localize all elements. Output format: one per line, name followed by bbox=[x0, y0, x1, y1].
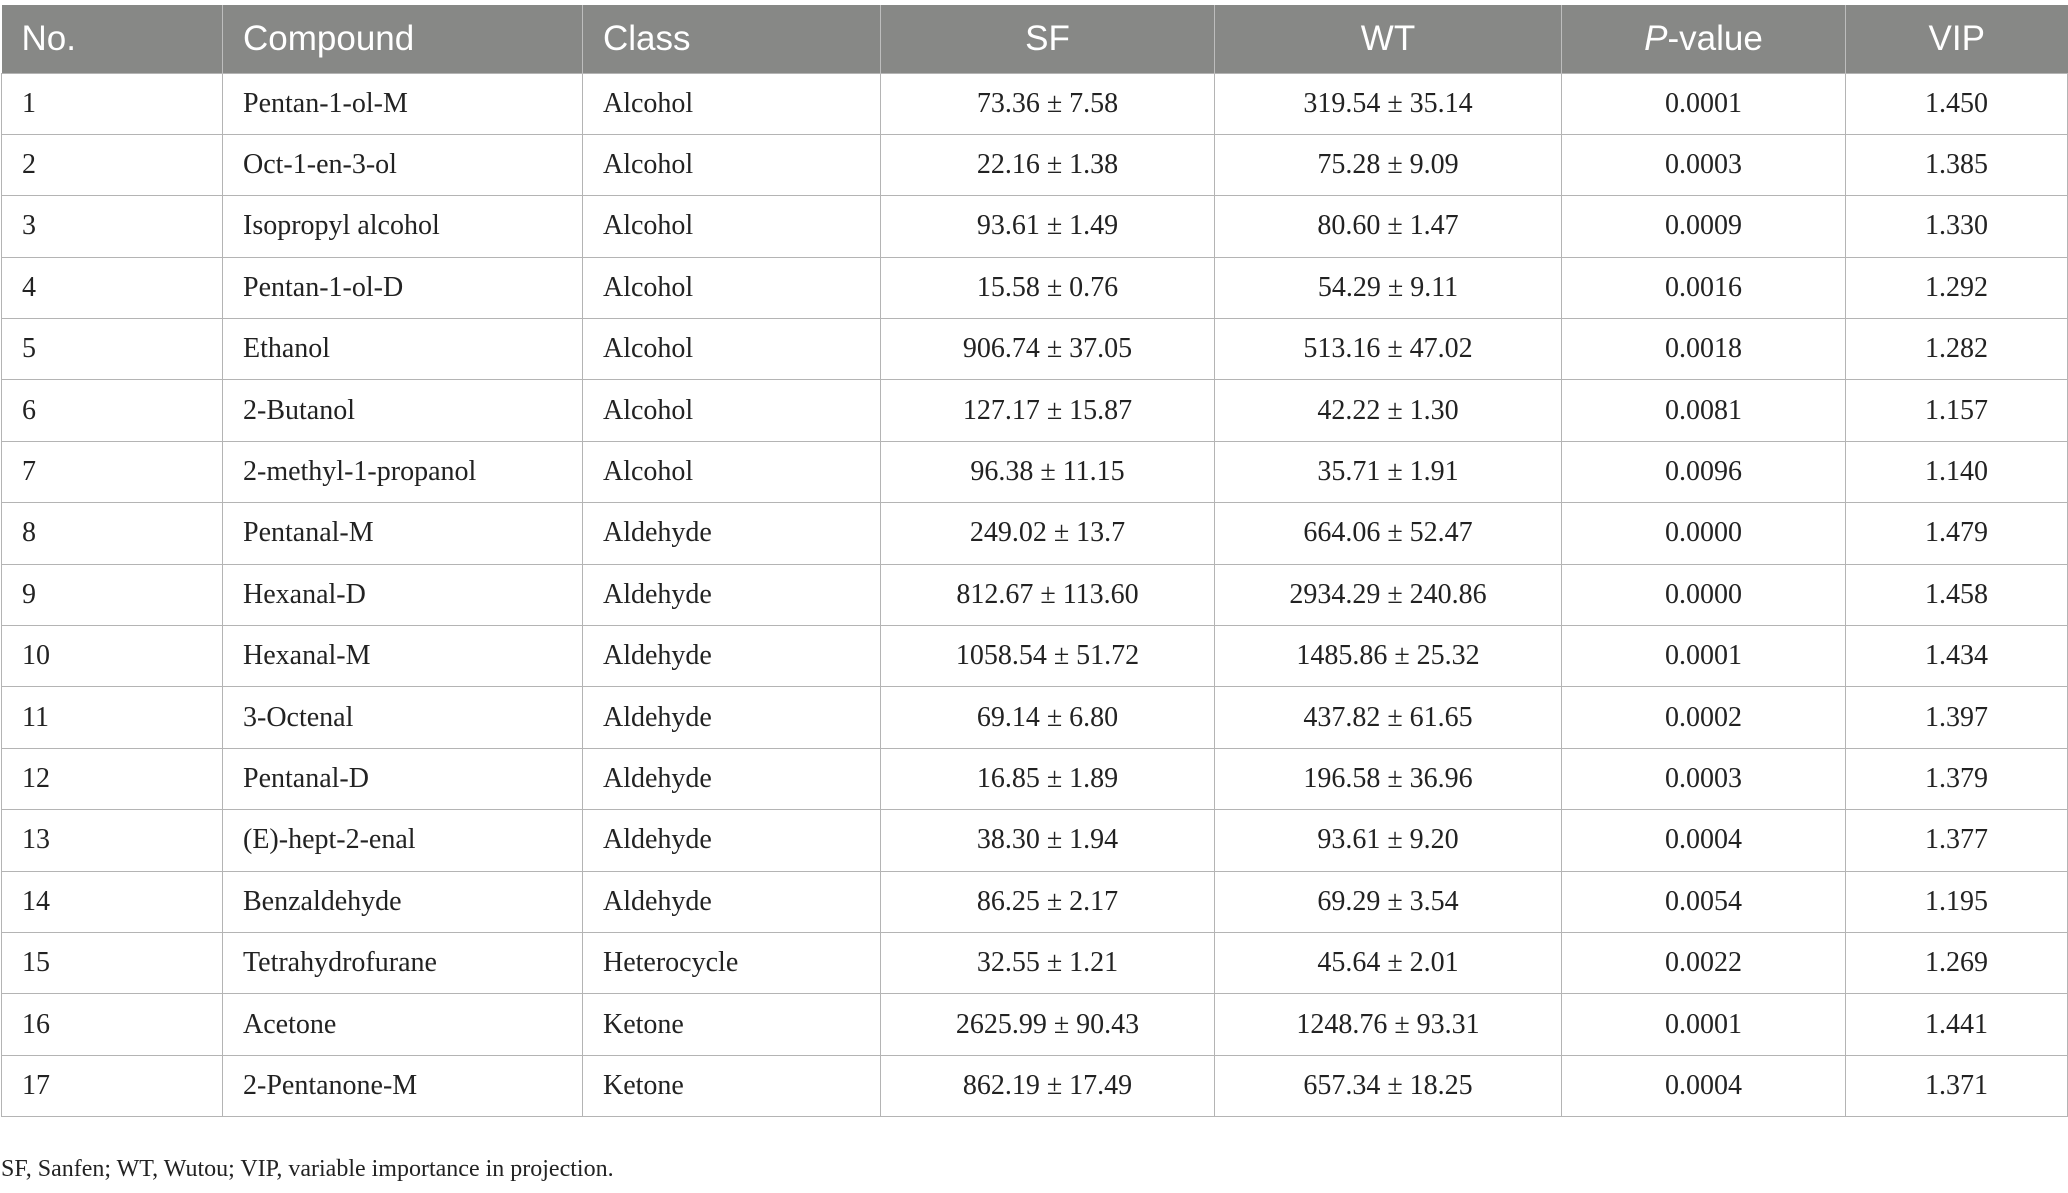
cell-compound: 2-Butanol bbox=[223, 380, 583, 441]
cell-compound: (E)-hept-2-enal bbox=[223, 810, 583, 871]
cell-vip: 1.282 bbox=[1846, 319, 2068, 380]
cell-class: Ketone bbox=[583, 1055, 881, 1116]
cell-sf: 32.55 ± 1.21 bbox=[881, 932, 1215, 993]
cell-class: Ketone bbox=[583, 994, 881, 1055]
cell-p-value: 0.0081 bbox=[1562, 380, 1846, 441]
cell-wt: 93.61 ± 9.20 bbox=[1215, 810, 1562, 871]
header-compound: Compound bbox=[223, 5, 583, 73]
cell-p-value: 0.0001 bbox=[1562, 994, 1846, 1055]
cell-no: 3 bbox=[2, 196, 223, 257]
cell-p-value: 0.0096 bbox=[1562, 441, 1846, 502]
cell-compound: Acetone bbox=[223, 994, 583, 1055]
cell-no: 14 bbox=[2, 871, 223, 932]
cell-no: 9 bbox=[2, 564, 223, 625]
cell-wt: 196.58 ± 36.96 bbox=[1215, 748, 1562, 809]
table-row bbox=[2, 687, 2068, 748]
header-no: No. bbox=[2, 5, 223, 73]
cell-class: Aldehyde bbox=[583, 871, 881, 932]
table-row bbox=[2, 441, 2068, 502]
table-row bbox=[2, 932, 2068, 993]
cell-no: 5 bbox=[2, 319, 223, 380]
cell-no: 13 bbox=[2, 810, 223, 871]
header-class: Class bbox=[583, 5, 881, 73]
cell-wt: 319.54 ± 35.14 bbox=[1215, 73, 1562, 134]
cell-sf: 906.74 ± 37.05 bbox=[881, 319, 1215, 380]
cell-p-value: 0.0000 bbox=[1562, 564, 1846, 625]
cell-compound: Pentanal-M bbox=[223, 503, 583, 564]
cell-p-value: 0.0004 bbox=[1562, 810, 1846, 871]
cell-vip: 1.157 bbox=[1846, 380, 2068, 441]
cell-wt: 45.64 ± 2.01 bbox=[1215, 932, 1562, 993]
header-sf: SF bbox=[881, 5, 1215, 73]
cell-class: Aldehyde bbox=[583, 564, 881, 625]
table-row bbox=[2, 380, 2068, 441]
cell-class: Heterocycle bbox=[583, 932, 881, 993]
cell-no: 15 bbox=[2, 932, 223, 993]
cell-class: Aldehyde bbox=[583, 687, 881, 748]
cell-p-value: 0.0018 bbox=[1562, 319, 1846, 380]
cell-class: Alcohol bbox=[583, 319, 881, 380]
cell-no: 1 bbox=[2, 73, 223, 134]
table-footnote: SF, Sanfen; WT, Wutou; VIP, variable importance in projection. bbox=[1, 1156, 614, 1182]
cell-wt: 657.34 ± 18.25 bbox=[1215, 1055, 1562, 1116]
table-row bbox=[2, 748, 2068, 809]
cell-compound: 2-Pentanone-M bbox=[223, 1055, 583, 1116]
cell-compound: Ethanol bbox=[223, 319, 583, 380]
cell-vip: 1.397 bbox=[1846, 687, 2068, 748]
table-row bbox=[2, 810, 2068, 871]
cell-class: Aldehyde bbox=[583, 810, 881, 871]
cell-no: 16 bbox=[2, 994, 223, 1055]
cell-compound: 2-methyl-1-propanol bbox=[223, 441, 583, 502]
cell-no: 7 bbox=[2, 441, 223, 502]
cell-no: 10 bbox=[2, 626, 223, 687]
cell-compound: Hexanal-D bbox=[223, 564, 583, 625]
cell-class: Alcohol bbox=[583, 134, 881, 195]
cell-class: Alcohol bbox=[583, 441, 881, 502]
cell-vip: 1.441 bbox=[1846, 994, 2068, 1055]
table-row bbox=[2, 1055, 2068, 1116]
cell-compound: Oct-1-en-3-ol bbox=[223, 134, 583, 195]
cell-wt: 35.71 ± 1.91 bbox=[1215, 441, 1562, 502]
cell-wt: 2934.29 ± 240.86 bbox=[1215, 564, 1562, 625]
cell-p-value: 0.0022 bbox=[1562, 932, 1846, 993]
cell-wt: 437.82 ± 61.65 bbox=[1215, 687, 1562, 748]
table-row bbox=[2, 626, 2068, 687]
table-row bbox=[2, 994, 2068, 1055]
data-table bbox=[1, 5, 2068, 1117]
cell-sf: 73.36 ± 7.58 bbox=[881, 73, 1215, 134]
cell-wt: 54.29 ± 9.11 bbox=[1215, 257, 1562, 318]
cell-vip: 1.379 bbox=[1846, 748, 2068, 809]
cell-class: Alcohol bbox=[583, 257, 881, 318]
table-row bbox=[2, 134, 2068, 195]
cell-p-value: 0.0002 bbox=[1562, 687, 1846, 748]
table-row bbox=[2, 871, 2068, 932]
cell-sf: 1058.54 ± 51.72 bbox=[881, 626, 1215, 687]
cell-vip: 1.330 bbox=[1846, 196, 2068, 257]
cell-p-value: 0.0001 bbox=[1562, 626, 1846, 687]
cell-no: 8 bbox=[2, 503, 223, 564]
header-p-value bbox=[1562, 5, 1846, 73]
cell-vip: 1.479 bbox=[1846, 503, 2068, 564]
cell-no: 17 bbox=[2, 1055, 223, 1116]
cell-sf: 812.67 ± 113.60 bbox=[881, 564, 1215, 625]
table-row bbox=[2, 73, 2068, 134]
cell-vip: 1.434 bbox=[1846, 626, 2068, 687]
cell-vip: 1.371 bbox=[1846, 1055, 2068, 1116]
header-wt: WT bbox=[1215, 5, 1562, 73]
cell-sf: 249.02 ± 13.7 bbox=[881, 503, 1215, 564]
cell-p-value: 0.0004 bbox=[1562, 1055, 1846, 1116]
table-header-row bbox=[2, 5, 2068, 73]
cell-p-value: 0.0001 bbox=[1562, 73, 1846, 134]
cell-no: 12 bbox=[2, 748, 223, 809]
cell-compound: Isopropyl alcohol bbox=[223, 196, 583, 257]
cell-p-value: 0.0009 bbox=[1562, 196, 1846, 257]
cell-vip: 1.195 bbox=[1846, 871, 2068, 932]
cell-vip: 1.269 bbox=[1846, 932, 2068, 993]
cell-compound: Pentan-1-ol-M bbox=[223, 73, 583, 134]
cell-vip: 1.450 bbox=[1846, 73, 2068, 134]
cell-sf: 127.17 ± 15.87 bbox=[881, 380, 1215, 441]
cell-wt: 1485.86 ± 25.32 bbox=[1215, 626, 1562, 687]
table-row bbox=[2, 564, 2068, 625]
cell-p-value: 0.0016 bbox=[1562, 257, 1846, 318]
header-p-letter: P bbox=[1644, 18, 1668, 58]
cell-p-value: 0.0003 bbox=[1562, 134, 1846, 195]
cell-wt: 513.16 ± 47.02 bbox=[1215, 319, 1562, 380]
cell-vip: 1.377 bbox=[1846, 810, 2068, 871]
cell-vip: 1.385 bbox=[1846, 134, 2068, 195]
cell-no: 4 bbox=[2, 257, 223, 318]
table-row bbox=[2, 319, 2068, 380]
cell-class: Aldehyde bbox=[583, 626, 881, 687]
table-row bbox=[2, 196, 2068, 257]
cell-compound: Pentanal-D bbox=[223, 748, 583, 809]
cell-no: 6 bbox=[2, 380, 223, 441]
cell-wt: 75.28 ± 9.09 bbox=[1215, 134, 1562, 195]
table-row bbox=[2, 257, 2068, 318]
cell-sf: 16.85 ± 1.89 bbox=[881, 748, 1215, 809]
cell-sf: 86.25 ± 2.17 bbox=[881, 871, 1215, 932]
cell-vip: 1.140 bbox=[1846, 441, 2068, 502]
cell-sf: 22.16 ± 1.38 bbox=[881, 134, 1215, 195]
cell-sf: 69.14 ± 6.80 bbox=[881, 687, 1215, 748]
cell-wt: 664.06 ± 52.47 bbox=[1215, 503, 1562, 564]
cell-compound: 3-Octenal bbox=[223, 687, 583, 748]
cell-compound: Hexanal-M bbox=[223, 626, 583, 687]
cell-wt: 42.22 ± 1.30 bbox=[1215, 380, 1562, 441]
cell-compound: Pentan-1-ol-D bbox=[223, 257, 583, 318]
cell-sf: 93.61 ± 1.49 bbox=[881, 196, 1215, 257]
cell-sf: 15.58 ± 0.76 bbox=[881, 257, 1215, 318]
header-vip: VIP bbox=[1928, 18, 1985, 58]
cell-compound: Tetrahydrofurane bbox=[223, 932, 583, 993]
cell-p-value: 0.0003 bbox=[1562, 748, 1846, 809]
cell-sf: 38.30 ± 1.94 bbox=[881, 810, 1215, 871]
cell-wt: 80.60 ± 1.47 bbox=[1215, 196, 1562, 257]
cell-no: 2 bbox=[2, 134, 223, 195]
cell-p-value: 0.0000 bbox=[1562, 503, 1846, 564]
cell-vip: 1.458 bbox=[1846, 564, 2068, 625]
cell-class: Aldehyde bbox=[583, 748, 881, 809]
cell-sf: 862.19 ± 17.49 bbox=[881, 1055, 1215, 1116]
cell-sf: 96.38 ± 11.15 bbox=[881, 441, 1215, 502]
cell-sf: 2625.99 ± 90.43 bbox=[881, 994, 1215, 1055]
cell-p-value: 0.0054 bbox=[1562, 871, 1846, 932]
cell-compound: Benzaldehyde bbox=[223, 871, 583, 932]
header-p-suffix: -value bbox=[1667, 18, 1763, 58]
cell-class: Aldehyde bbox=[583, 503, 881, 564]
cell-class: Alcohol bbox=[583, 196, 881, 257]
table-row bbox=[2, 503, 2068, 564]
cell-wt: 69.29 ± 3.54 bbox=[1215, 871, 1562, 932]
cell-no: 11 bbox=[2, 687, 223, 748]
cell-vip: 1.292 bbox=[1846, 257, 2068, 318]
cell-class: Alcohol bbox=[583, 73, 881, 134]
cell-class: Alcohol bbox=[583, 380, 881, 441]
cell-wt: 1248.76 ± 93.31 bbox=[1215, 994, 1562, 1055]
